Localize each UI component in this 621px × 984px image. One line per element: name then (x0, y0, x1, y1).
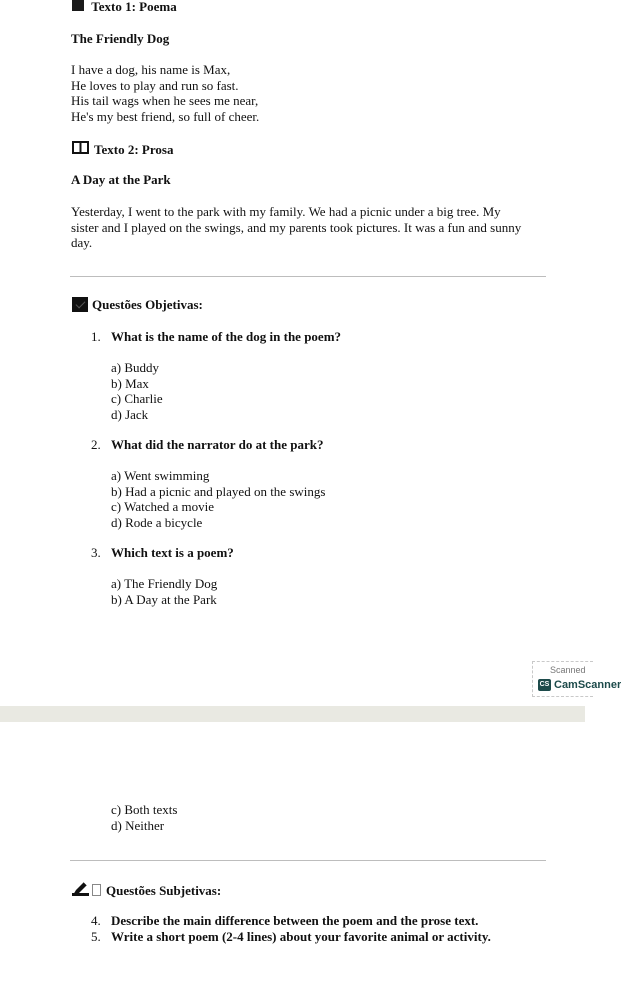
poem-line: I have a dog, his name is Max, (71, 62, 231, 77)
option: c) Watched a movie (111, 499, 215, 514)
scanner-label: Scanned (550, 665, 586, 675)
question-number: 2. (91, 437, 101, 452)
text2-heading-row (72, 141, 173, 158)
text1-heading: Texto 1: Poema (91, 0, 177, 14)
prose-body (71, 204, 546, 251)
prose-line: day. (71, 235, 93, 250)
check-mark-icon (72, 297, 88, 312)
question-2-options (111, 468, 325, 530)
text2-title: A Day at the Park (71, 172, 171, 187)
page-separator (0, 706, 585, 722)
page-2 (0, 722, 585, 984)
divider (70, 276, 546, 277)
option: b) Max (111, 375, 149, 391)
option: c) Charlie (111, 391, 163, 406)
poem-body (71, 62, 259, 124)
prose-line: Yesterday, I went to the park with my family. We had a picnic under a big tree. My (71, 204, 501, 219)
question-text: What is the name of the dog in the poem? (111, 329, 342, 344)
option: b) A Day at the Park (111, 591, 217, 607)
objective-heading: Questões Objetivas: (92, 297, 203, 312)
subjective-heading: Questões Subjetivas: (106, 882, 222, 898)
text1-title: The Friendly Dog (71, 31, 170, 46)
camscanner-logo-icon: CS (538, 679, 551, 691)
question-text: What did the narrator do at the park? (111, 437, 324, 452)
option: b) Had a picnic and played on the swings (111, 483, 326, 499)
poem-line: He loves to play and run so fast. (71, 77, 239, 93)
poem-line: He's my best friend, so full of cheer. (71, 108, 260, 124)
option: d) Jack (111, 406, 149, 422)
writing-hand-icon (72, 881, 90, 900)
question-1-options (111, 360, 163, 422)
question-number: 3. (91, 545, 101, 560)
open-book-icon (72, 141, 89, 158)
scanner-name: CamScanner (554, 679, 621, 691)
text1-heading-row (72, 0, 177, 15)
question-number: 5. (91, 929, 101, 944)
option: a) Buddy (111, 360, 160, 375)
missing-glyph-icon (92, 884, 101, 896)
question-number: 4. (91, 913, 101, 928)
prose-line: sister and I played on the swings, and my parents took pictures. It was a fun and sunny (71, 219, 522, 235)
subjective-heading-row (72, 881, 221, 900)
option: c) Both texts (111, 802, 178, 817)
black-square-icon (72, 0, 84, 11)
option: d) Rode a bicycle (111, 514, 203, 530)
question-3-options-continued (111, 802, 177, 833)
option: a) The Friendly Dog (111, 576, 218, 591)
question-number: 1. (91, 329, 101, 344)
divider (70, 860, 546, 861)
option: a) Went swimming (111, 468, 210, 483)
question-text: Which text is a poem? (111, 545, 234, 560)
question-text: Write a short poem (2-4 lines) about your favorite animal or activity. (111, 929, 491, 944)
text2-heading: Texto 2: Prosa (94, 141, 174, 157)
question-text: Describe the main difference between the poem and the prose text. (111, 913, 479, 928)
question-3-options (111, 576, 217, 607)
option: d) Neither (111, 817, 165, 833)
poem-line: His tail wags when he sees me near, (71, 93, 259, 108)
scanner-watermark (532, 661, 621, 697)
objective-heading-row (72, 297, 203, 313)
